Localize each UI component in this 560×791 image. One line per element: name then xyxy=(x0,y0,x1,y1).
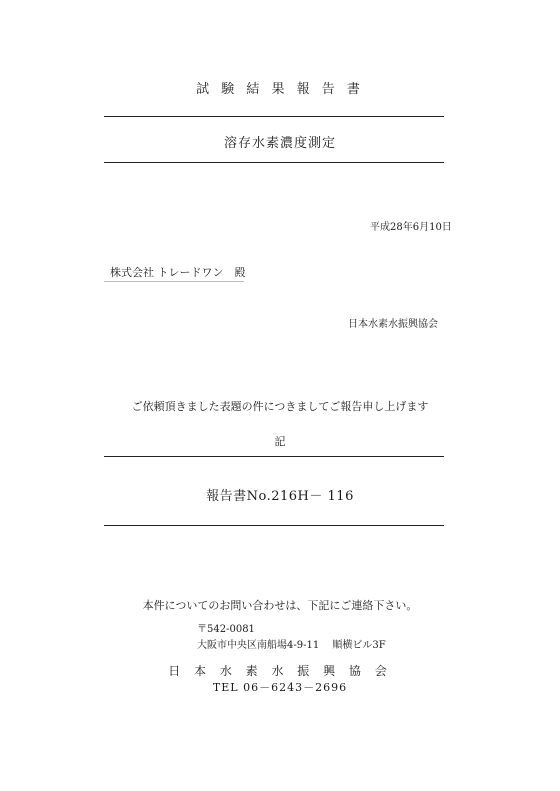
postal-code: 〒542-0081 xyxy=(197,624,255,635)
title-divider xyxy=(104,116,444,117)
telephone: TEL 06－6243－2696 xyxy=(212,681,348,694)
report-subject: 溶存水素濃度測定 xyxy=(223,136,336,151)
subject-divider xyxy=(104,162,444,163)
report-number: 報告書No.216H－ 116 xyxy=(206,489,354,504)
addressee: 株式会社 トレードワン 殿 xyxy=(110,266,246,279)
report-number-top-divider xyxy=(104,456,444,457)
contact-note: 本件についてのお問い合わせは、下記にご連絡下さい。 xyxy=(142,599,418,612)
report-date: 平成28年6月10日 xyxy=(370,222,452,233)
issuer-name: 日本水素水振興協会 xyxy=(348,319,438,330)
addressee-underline xyxy=(104,281,244,282)
ki-marker: 記 xyxy=(274,435,286,448)
report-number-bottom-divider xyxy=(104,525,444,526)
intro-text: ご依頼頂きました表題の件につきましてご報告申し上げます xyxy=(131,400,429,413)
document-title: 試 験 結 果 報 告 書 xyxy=(196,82,364,97)
address: 大阪市中央区南船場4-9-11 順横ビル3F xyxy=(197,640,386,651)
organization-name: 日 本 水 素 水 振 興 協 会 xyxy=(168,664,392,678)
